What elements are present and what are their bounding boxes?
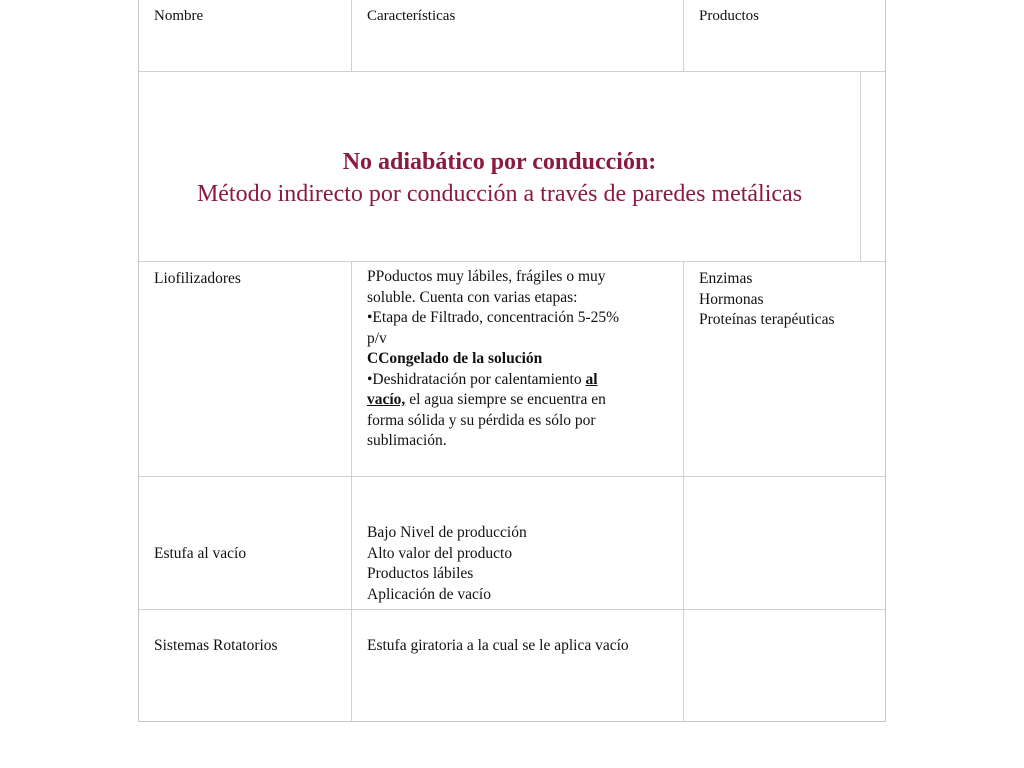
- product-item: Proteínas terapéuticas: [699, 311, 835, 328]
- cell-products: [684, 477, 885, 609]
- feature-text: •Deshidratación por calentamiento: [367, 370, 586, 388]
- feature-line: [367, 390, 667, 411]
- header-cell-features: [352, 0, 684, 71]
- cell-features: [352, 477, 684, 609]
- header-nombre: Nombre: [154, 8, 204, 24]
- row-name-rotatorios: Sistemas Rotatorios: [154, 637, 278, 654]
- table-header-row: [139, 0, 885, 72]
- cell-name: [139, 477, 352, 609]
- product-item: Hormonas: [699, 290, 764, 308]
- cell-products: [684, 610, 885, 722]
- header-cell-name: [139, 0, 352, 71]
- table-row: [139, 477, 885, 610]
- feature-text: el agua siempre se encuentra en: [405, 391, 606, 408]
- table-row: [139, 262, 885, 477]
- section-title-main: No adiabático por conducción:: [342, 149, 657, 175]
- section-title-cell: [139, 72, 861, 261]
- feature-line: forma sólida y su pérdida es sólo por: [367, 411, 596, 429]
- cell-name: [139, 610, 352, 722]
- feature-emphasis: vacío,: [367, 391, 406, 408]
- table-row: [139, 610, 885, 722]
- feature-line: [367, 370, 667, 391]
- feature-line: Aplicación de vacío: [367, 585, 491, 603]
- feature-line: Bajo Nivel de producción: [367, 524, 527, 541]
- features-liofilizadores: [367, 267, 667, 452]
- feature-line: Alto valor del producto: [367, 544, 513, 562]
- features-estufa: [367, 523, 667, 605]
- comparison-table: [138, 0, 886, 722]
- feature-line: soluble. Cuenta con varias etapas:: [367, 288, 578, 306]
- feature-line: •Etapa de Filtrado, concentración 5-25%: [367, 309, 620, 326]
- header-cell-products: [684, 0, 885, 71]
- feature-line: Productos lábiles: [367, 565, 474, 582]
- header-caracteristicas: Características: [367, 8, 456, 24]
- cell-name: [139, 262, 352, 476]
- product-item: Enzimas: [699, 270, 753, 287]
- cell-features: [352, 610, 684, 722]
- feature-line: sublimación.: [367, 432, 447, 449]
- cell-features: [352, 262, 684, 476]
- feature-line: CCongelado de la solución: [367, 350, 543, 367]
- feature-emphasis: al: [585, 370, 598, 388]
- section-title-sub: Método indirecto por conducción a través de paredes metálicas: [196, 181, 803, 207]
- header-productos: Productos: [699, 8, 759, 24]
- features-rotatorios: Estufa giratoria a la cual se le aplica vacío: [367, 637, 629, 654]
- row-name-liofilizadores: Liofilizadores: [154, 270, 241, 287]
- section-title-row: [139, 72, 885, 262]
- feature-line: p/v: [367, 329, 387, 347]
- section-title: [139, 146, 860, 210]
- feature-line: PPoductos muy lábiles, frágiles o muy: [367, 268, 606, 285]
- cell-products: [684, 262, 885, 476]
- row-name-estufa: Estufa al vacío: [154, 545, 247, 562]
- products-liofilizadores: [699, 269, 879, 331]
